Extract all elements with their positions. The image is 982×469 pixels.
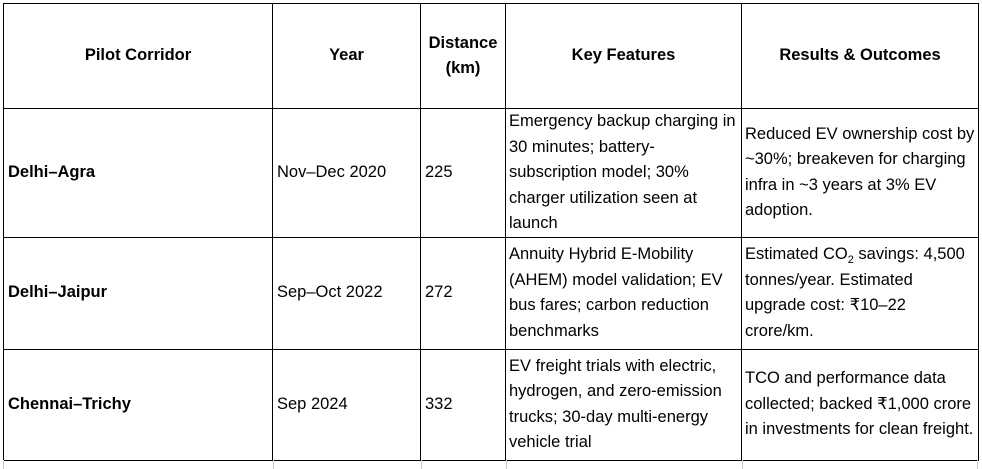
year-cell: Sep 2024: [273, 349, 421, 460]
features-cell: EV freight trials with electric, hydrogen, and zero-emission trucks; 30-day multi-energy vehicle trial: [506, 349, 742, 460]
results-text-suffix: savings: 4,500 tonnes/year. Estimated upgrade cost: ₹10–22 crore/km.: [745, 245, 965, 340]
corridor-cell: Delhi–Agra: [4, 109, 273, 238]
distance-cell: 225: [421, 109, 506, 238]
results-cell: Reduced EV ownership cost by ~30%; breakeven for charging infra in ~3 years at 3% EV adoption.: [742, 109, 979, 238]
results-text-prefix: Estimated CO: [745, 245, 848, 263]
header-row: [4, 4, 979, 109]
year-cell: Nov–Dec 2020: [273, 109, 421, 238]
pilot-corridor-table: [3, 3, 979, 461]
features-cell: Annuity Hybrid E-Mobility (AHEM) model validation; EV bus fares; carbon reduction benchmarks: [506, 237, 742, 349]
table-row: [4, 237, 979, 349]
header-key-features: Key Features: [506, 4, 742, 109]
results-cell: [742, 237, 979, 349]
corridor-cell: Chennai–Trichy: [4, 349, 273, 460]
header-results-outcomes: Results & Outcomes: [742, 4, 979, 109]
header-pilot-corridor: Pilot Corridor: [4, 4, 273, 109]
distance-cell: 272: [421, 237, 506, 349]
co2-subscript: 2: [847, 254, 854, 266]
table-row: [4, 109, 979, 238]
year-cell: Sep–Oct 2022: [273, 237, 421, 349]
distance-cell: 332: [421, 349, 506, 460]
results-cell: TCO and performance data collected; backed ₹1,000 crore in investments for clean freight.: [742, 349, 979, 460]
features-cell: Emergency backup charging in 30 minutes; battery-subscription model; 30% charger utilization seen at launch: [506, 109, 742, 238]
gridline-stubs: [3, 460, 978, 469]
corridor-cell: Delhi–Jaipur: [4, 237, 273, 349]
header-distance: Distance (km): [421, 4, 506, 109]
table-row: [4, 349, 979, 460]
header-year: Year: [273, 4, 421, 109]
